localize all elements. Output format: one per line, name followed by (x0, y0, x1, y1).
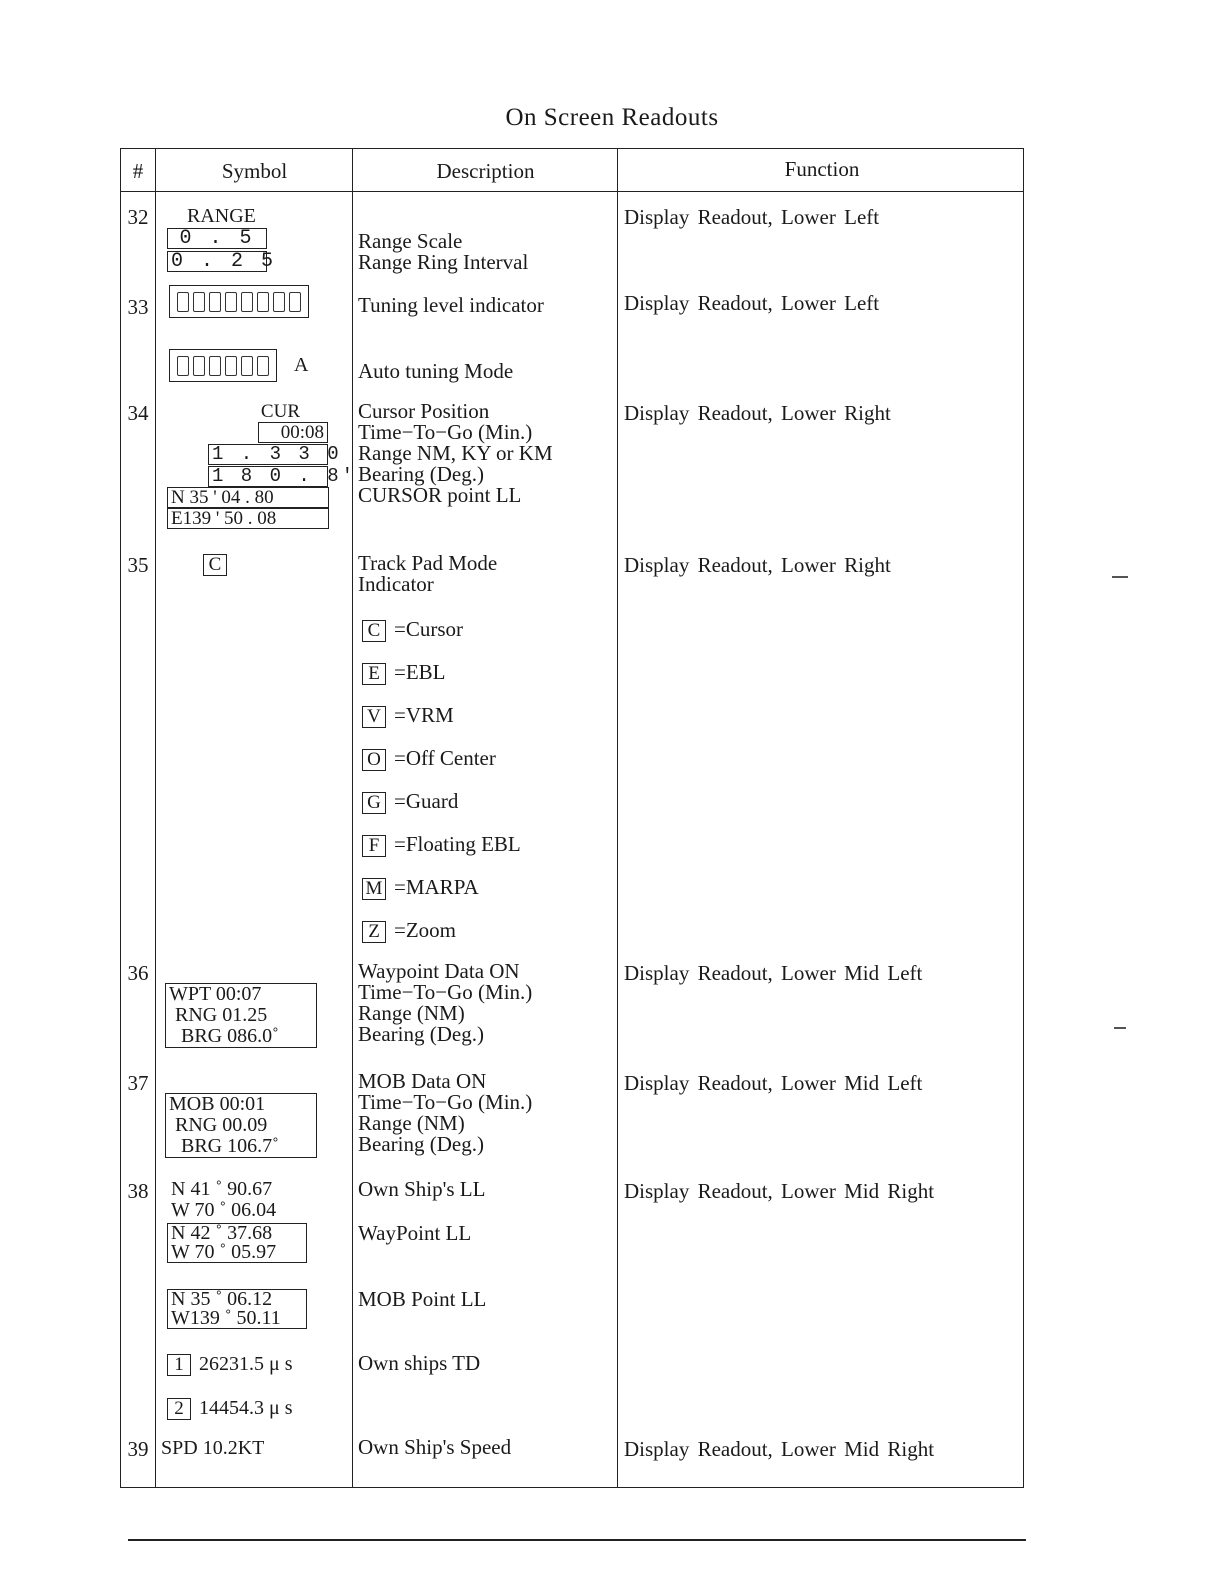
mode-item-floating-ebl: F =Floating EBL (362, 832, 521, 857)
mode-item-guard: G =Guard (362, 789, 458, 814)
row-number: 38 (127, 1179, 149, 1203)
speed-symbol: SPD 10.2KT (161, 1437, 265, 1459)
row-number: 39 (127, 1437, 149, 1461)
row-number: 32 (127, 205, 149, 229)
column-divider (155, 149, 156, 1487)
row-function: Display Readout, Lower Mid Right (624, 1437, 935, 1461)
range-label: RANGE (187, 205, 256, 227)
row-number: 35 (127, 553, 149, 577)
column-divider (617, 149, 618, 1487)
own-ship-ll-symbol: N 41 ˚ 90.67 W 70 ˚ 06.04 (171, 1178, 277, 1221)
range-scale-value: 0 . 5 (167, 228, 267, 249)
own-ship-ll-description: Own Ship's LL (358, 1177, 486, 1201)
row-description: Track Pad Mode Indicator (358, 551, 498, 596)
td2-symbol: 2 14454.3 μ s (167, 1397, 362, 1420)
own-ships-td-description: Own ships TD (358, 1351, 481, 1375)
row-number: 37 (127, 1071, 149, 1095)
cursor-readout-symbol: CUR 00:08 1 . 3 3 0 1 8 0 . 8' N 35 ' 04 . 80 E139 ' 50 . 08 (157, 401, 352, 529)
row-function: Display Readout, Lower Mid Right (624, 1179, 935, 1203)
row-description: Range Scale Range Ring Interval (358, 229, 529, 274)
auto-tuning-description: Auto tuning Mode (358, 359, 514, 383)
page-title: On Screen Readouts (505, 104, 719, 131)
row-description: MOB Data ON Time−To−Go (Min.) Range (NM) Bearing (Deg.) (358, 1069, 533, 1156)
row-function: Display Readout, Lower Left (624, 291, 880, 315)
range-ring-value: 0 . 2 5 (167, 251, 267, 272)
row-description: Own Ship's Speed (358, 1435, 512, 1459)
row-function: Display Readout, Lower Mid Left (624, 1071, 923, 1095)
mode-item-ebl: E =EBL (362, 660, 446, 685)
tuning-level-indicator (169, 285, 364, 318)
header-num: # (132, 159, 144, 183)
mob-readout-symbol: MOB 00:01 RNG 00.09 BRG 106.7˚ (165, 1093, 360, 1158)
mode-item-cursor: C =Cursor (362, 617, 463, 642)
waypoint-ll-symbol: N 42 ˚ 37.68 W 70 ˚ 05.97 (167, 1223, 362, 1263)
row-description: Tuning level indicator (358, 293, 544, 317)
row-description: Waypoint Data ON Time−To−Go (Min.) Range (NM) Bearing (Deg.) (358, 959, 533, 1046)
mode-item-marpa: M =MARPA (362, 875, 479, 900)
waypoint-readout-symbol: WPT 00:07 RNG 01.25 BRG 086.0˚ (165, 983, 360, 1048)
range-symbol (167, 205, 362, 272)
margin-mark (1112, 576, 1128, 578)
row-description: Cursor Position Time−To−Go (Min.) Range NM, KY or KM Bearing (Deg.) CURSOR point LL (358, 399, 553, 507)
row-number: 34 (127, 401, 149, 425)
row-number: 36 (127, 961, 149, 985)
row-function: Display Readout, Lower Left (624, 205, 880, 229)
mode-item-zoom: Z =Zoom (362, 918, 456, 943)
mob-ll-description: MOB Point LL (358, 1287, 487, 1311)
readouts-table (120, 148, 1024, 1488)
auto-tuning-indicator (169, 349, 364, 382)
mode-item-vrm: V =VRM (362, 703, 454, 728)
header-divider (121, 191, 1023, 192)
row-function: Display Readout, Lower Right (624, 553, 891, 577)
track-pad-mode-symbol: C (203, 553, 398, 576)
row-function: Display Readout, Lower Mid Left (624, 961, 923, 985)
bottom-rule (128, 1539, 1026, 1541)
mode-item-off-center: O =Off Center (362, 746, 496, 771)
mob-ll-symbol: N 35 ˚ 06.12 W139 ˚ 50.11 (167, 1289, 362, 1329)
td1-symbol: 1 26231.5 μ s (167, 1353, 362, 1376)
margin-mark (1114, 1027, 1126, 1029)
row-function: Display Readout, Lower Right (624, 401, 891, 425)
header-symbol: Symbol (221, 159, 288, 183)
auto-suffix: A (294, 354, 309, 376)
row-number: 33 (127, 295, 149, 319)
header-description: Description (436, 159, 535, 183)
header-function: Function (784, 157, 860, 181)
waypoint-ll-description: WayPoint LL (358, 1221, 472, 1245)
